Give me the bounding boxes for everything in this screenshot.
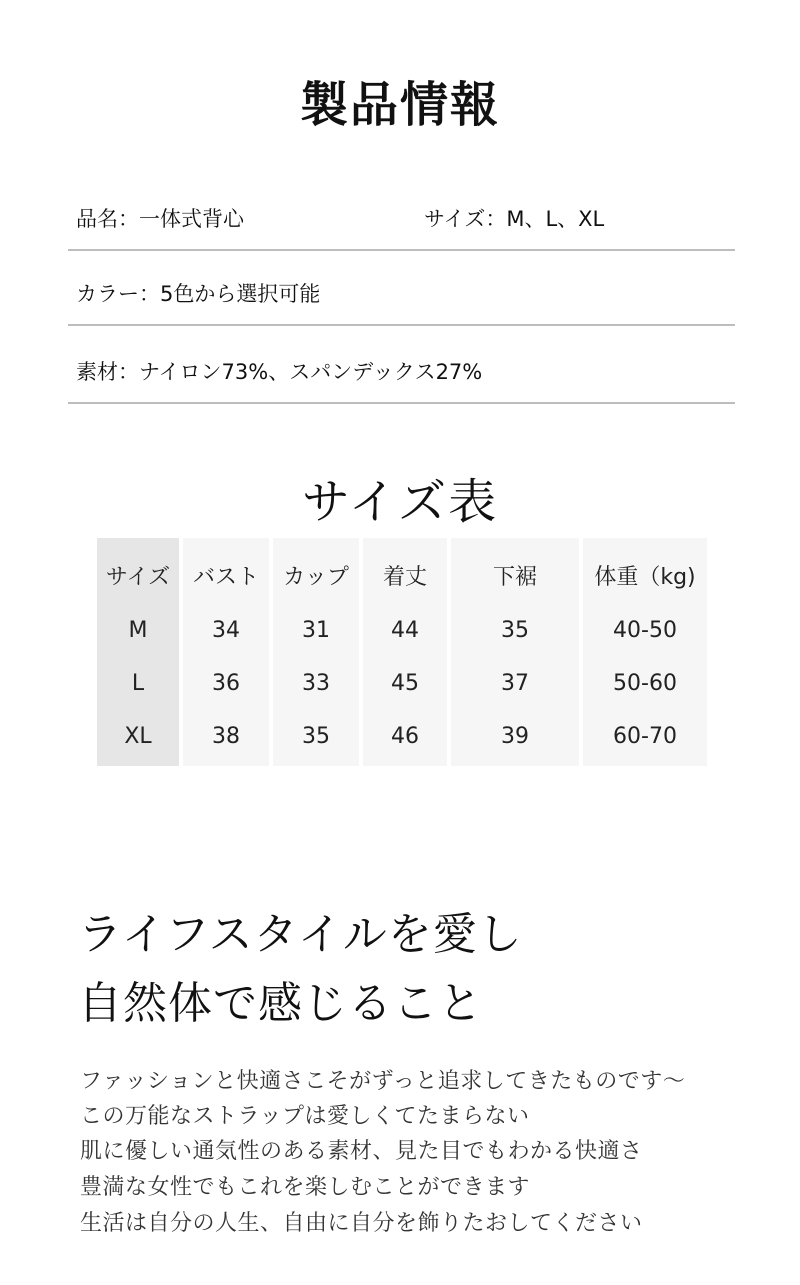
table-header-cell: 体重（kg) <box>594 565 696 590</box>
description-line: 豊満な女性でもこれを楽しむことができます <box>80 1175 531 1200</box>
product-colors: カラー：5色から選択可能 <box>76 282 321 306</box>
table-cell: 44 <box>391 618 419 643</box>
size-table <box>97 538 707 766</box>
table-cell: 39 <box>501 724 529 749</box>
table-cell: 45 <box>391 671 419 696</box>
bust-column <box>183 538 269 766</box>
size-column <box>97 538 179 766</box>
table-cell: 38 <box>212 724 240 749</box>
info-row-name-size <box>68 173 735 251</box>
product-sizes: サイズ：M、L、XL <box>424 207 605 231</box>
table-cell: 36 <box>212 671 240 696</box>
table-header-cell: カップ <box>283 565 349 590</box>
lifestyle-headline: ライフスタイルを愛し <box>78 909 523 960</box>
hem-column <box>451 538 579 766</box>
table-cell: L <box>131 671 145 696</box>
table-header-cell: 着丈 <box>382 565 427 590</box>
description-line: 肌に優しい通気性のある素材、見た目でもわかる快適さ <box>80 1139 643 1164</box>
table-cell: 46 <box>391 724 419 749</box>
description-line: ファッションと快適さこそがずっと追求してきたものです～ <box>80 1069 686 1094</box>
table-header-cell: バスト <box>192 565 259 590</box>
weight-column <box>583 538 707 766</box>
size-chart-title: サイズ表 <box>301 474 499 530</box>
table-cell: 60-70 <box>613 724 677 749</box>
table-cell: XL <box>124 724 152 749</box>
table-cell: 35 <box>302 724 330 749</box>
lifestyle-subheadline: 自然体で感じること <box>78 978 483 1029</box>
table-cell: 34 <box>212 618 240 643</box>
table-cell: 35 <box>501 618 529 643</box>
table-cell: 31 <box>302 618 330 643</box>
table-cell: 50-60 <box>613 671 677 696</box>
table-cell: 37 <box>501 671 529 696</box>
product-material: 素材：ナイロン73%、スパンデックス27% <box>76 360 483 384</box>
table-header-cell: サイズ <box>105 565 171 590</box>
cup-column <box>273 538 359 766</box>
product-name: 品名：一体式背心 <box>76 207 244 231</box>
description-line: この万能なストラップは愛しくてたまらない <box>80 1104 530 1129</box>
info-row-color <box>68 248 735 326</box>
table-header-cell: 下裾 <box>492 565 537 590</box>
table-cell: 33 <box>302 671 330 696</box>
length-column <box>363 538 447 766</box>
table-cell: 40-50 <box>613 618 677 643</box>
table-cell: M <box>128 618 148 643</box>
info-row-material <box>68 326 735 404</box>
description-line: 生活は自分の人生、自由に自分を飾りたおしてください <box>80 1211 643 1236</box>
product-info-title: 製品情報 <box>299 77 500 133</box>
